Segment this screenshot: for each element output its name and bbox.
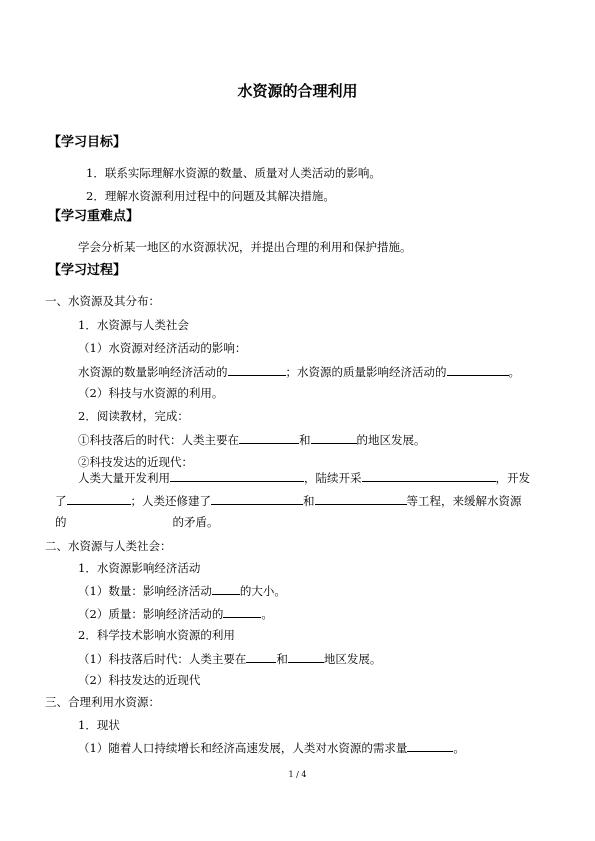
text-fragment: 和 xyxy=(276,652,288,666)
section-1-1-2: （2）科技与水资源的利用。 xyxy=(78,386,224,400)
section-3-heading: 三、合理利用水资源： xyxy=(45,695,160,709)
section-1-1-1: （1）水资源对经济活动的影响： xyxy=(78,341,247,355)
text-fragment: 水资源的数量影响经济活动的 xyxy=(78,365,228,379)
text-fragment: ；水资源的质量影响经济活动的 xyxy=(285,365,447,379)
section-modern-era: ②科技发达的近现代： xyxy=(78,455,193,469)
text-fragment: 。 xyxy=(508,365,520,379)
text-fragment: 了 xyxy=(55,494,67,508)
text-fragment: 地区发展。 xyxy=(323,652,382,666)
section-1-2: 2．阅读教材，完成： xyxy=(78,409,189,423)
blank-field[interactable] xyxy=(211,493,303,505)
blank-field[interactable] xyxy=(170,470,304,482)
blank-field[interactable] xyxy=(212,583,240,595)
fill-line-backward-era xyxy=(78,432,426,447)
fill-line-modern-3 xyxy=(55,515,219,529)
blank-field[interactable] xyxy=(239,432,299,444)
text-fragment: 等工程，来缓解水资源 xyxy=(406,494,522,508)
blank-field[interactable] xyxy=(288,651,324,663)
fill-line-modern-2 xyxy=(55,493,522,508)
page-number: 1 / 4 xyxy=(288,770,307,779)
blank-field[interactable] xyxy=(246,651,276,663)
goal-item-1: 1．联系实际理解水资源的数量、质量对人类活动的影响。 xyxy=(86,166,381,180)
key-point-text: 学会分析某一地区的水资源状况，并提出合理的利用和保护措施。 xyxy=(78,240,412,254)
heading-learning-process: 【学习过程】 xyxy=(48,263,127,278)
text-fragment: ①科技落后的时代：人类主要在 xyxy=(78,433,239,447)
fill-line-tech-backward xyxy=(78,651,381,666)
text-fragment: （1）科技落后时代：人类主要在 xyxy=(78,652,247,666)
blank-field[interactable] xyxy=(362,470,496,482)
fill-line-demand xyxy=(78,740,465,755)
blank-field[interactable] xyxy=(223,606,261,618)
text-fragment: ；人类还修建了 xyxy=(130,494,211,508)
section-1-heading: 一、水资源及其分布： xyxy=(45,294,160,308)
section-2-2-2: （2）科技发达的近现代 xyxy=(78,673,201,687)
blank-field[interactable] xyxy=(67,493,131,505)
text-fragment: 和 xyxy=(303,494,315,508)
goal-item-2: 2．理解水资源利用过程中的问题及其解决措施。 xyxy=(86,189,335,203)
fill-line-quantity xyxy=(78,583,286,598)
text-fragment: 。 xyxy=(261,607,273,621)
heading-learning-goals: 【学习目标】 xyxy=(48,135,127,150)
text-fragment: ，陆续开采 xyxy=(304,471,362,485)
fill-line-modern-1 xyxy=(78,470,530,485)
text-fragment: 的矛盾。 xyxy=(172,515,219,529)
fill-line-quality xyxy=(78,606,273,621)
text-fragment: 的 xyxy=(55,515,67,529)
section-2-1: 1．水资源影响经济活动 xyxy=(78,561,201,575)
fill-line-water-effects xyxy=(78,364,520,379)
text-fragment: 和 xyxy=(299,433,311,447)
text-fragment: （2）质量：影响经济活动的 xyxy=(78,607,224,621)
text-fragment: ，开发 xyxy=(495,471,530,485)
blank-field[interactable] xyxy=(407,740,453,752)
text-fragment: 的地区发展。 xyxy=(356,433,426,447)
document-title: 水资源的合理利用 xyxy=(237,82,358,100)
section-3-1: 1．现状 xyxy=(78,718,120,732)
text-fragment: （1）随着人口持续增长和经济高速发展，人类对水资源的需求量 xyxy=(78,741,408,755)
text-fragment: （1）数量：影响经济活动 xyxy=(78,584,212,598)
blank-field[interactable] xyxy=(228,364,286,376)
text-fragment: 。 xyxy=(453,741,465,755)
text-fragment: 的大小。 xyxy=(239,584,286,598)
section-2-2: 2．科学技术影响水资源的利用 xyxy=(78,628,235,642)
heading-key-points: 【学习重难点】 xyxy=(48,209,140,224)
section-1-1: 1．水资源与人类社会 xyxy=(78,318,189,332)
blank-field[interactable] xyxy=(315,493,407,505)
blank-field[interactable] xyxy=(311,432,357,444)
blank-field[interactable] xyxy=(447,364,509,376)
text-fragment: 人类大量开发利用 xyxy=(78,471,170,485)
section-2-heading: 二、水资源与人类社会： xyxy=(45,539,172,553)
